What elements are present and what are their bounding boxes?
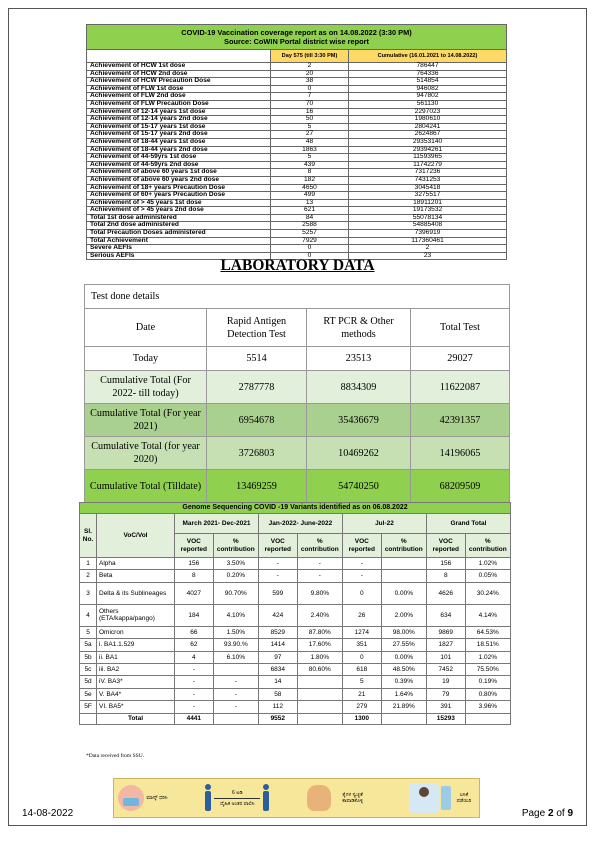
- cumulative-value: 3275517: [349, 192, 507, 200]
- coverage-label: Achievement of 12-14 years 2nd dose: [87, 116, 271, 124]
- variant-value: -: [175, 676, 214, 688]
- variant-value: 599: [258, 582, 297, 604]
- variant-value: 18.51%: [465, 639, 510, 651]
- day-value: 84: [271, 214, 349, 222]
- table-row: [85, 371, 510, 404]
- variant-value: 156: [175, 558, 214, 570]
- lab-caption: Test done details: [85, 285, 510, 309]
- variant-value: 21: [342, 688, 381, 700]
- variant-value: 6.10%: [213, 651, 258, 663]
- variant-value: 26: [342, 604, 381, 626]
- variant-value: 0.00%: [381, 582, 426, 604]
- coverage-label: Achievement of 18+ years Precaution Dose: [87, 184, 271, 192]
- variant-value: 1.50%: [213, 626, 258, 638]
- day-value: 27: [271, 131, 349, 139]
- day-value: 0: [271, 245, 349, 253]
- distance-text: ದೈಹಿಕ ಅಂತರ ಪಾಲಿಸಿ: [220, 800, 255, 807]
- lab-value: 13469259: [207, 470, 307, 503]
- coverage-label: Achievement of above 60 years 2nd dose: [87, 176, 271, 184]
- variant-value: -: [175, 688, 214, 700]
- variant-name: V. BA4*: [97, 688, 175, 700]
- cumulative-value: 947802: [349, 93, 507, 101]
- lab-value: 6954678: [207, 404, 307, 437]
- coverage-label: Total 2nd dose administered: [87, 222, 271, 230]
- variant-name: Others (ETA/kappa/pango): [97, 604, 175, 626]
- distance-panel: [204, 784, 270, 812]
- sl-no: 5c: [80, 663, 97, 675]
- variant-value: 87.80%: [297, 626, 342, 638]
- empty-cell: [80, 713, 97, 724]
- coverage-label: Achievement of 60+ years Precaution Dose: [87, 192, 271, 200]
- lab-header-date: Date: [85, 309, 207, 347]
- variant-name: Alpha: [97, 558, 175, 570]
- table-row: [85, 470, 510, 503]
- cumulative-value: 2624867: [349, 131, 507, 139]
- day-value: 16: [271, 108, 349, 116]
- voc-reported-header: VOC reported: [426, 534, 465, 558]
- sanitizer-icon: [441, 786, 451, 810]
- coverage-label: Achievement of > 45 years 2nd dose: [87, 207, 271, 215]
- day-value: 7929: [271, 237, 349, 245]
- vaccination-icon: [409, 783, 439, 813]
- variant-value: 0.20%: [213, 570, 258, 582]
- coverage-label: Achievement of FLW 1st dose: [87, 85, 271, 93]
- page-number: Page 2 of 9: [521, 808, 573, 819]
- sl-no: 5: [80, 626, 97, 638]
- total-row: [80, 713, 511, 724]
- variant-value: 4.14%: [465, 604, 510, 626]
- sl-no: 1: [80, 558, 97, 570]
- vaccine-text: ಲಸಿಕೆ ಪಡೆಯಿರಿ: [456, 792, 472, 804]
- cumulative-value: 19173532: [349, 207, 507, 215]
- cumulative-value: 7431253: [349, 176, 507, 184]
- day-value: 38: [271, 78, 349, 86]
- vaccination-table-title: COVID-19 Vaccination coverage report as on 14.08.2022 (3:30 PM) Source: CoWIN Portal district wise report: [87, 25, 507, 50]
- day-value: 4650: [271, 184, 349, 192]
- table-row: [80, 688, 511, 700]
- table-row: [80, 663, 511, 675]
- lab-header-rtpcr: RT PCR & Other methods: [307, 309, 411, 347]
- lab-value: 5514: [207, 347, 307, 371]
- lab-value: 23513: [307, 347, 411, 371]
- variant-value: 8: [175, 570, 214, 582]
- variant-value: 1.02%: [465, 558, 510, 570]
- variant-value: 1.02%: [465, 651, 510, 663]
- variant-value: 17.60%: [297, 639, 342, 651]
- footer-date: 14-08-2022: [22, 808, 74, 819]
- coverage-label: Achievement of 18-44 years 1st dose: [87, 138, 271, 146]
- total-value: [381, 713, 426, 724]
- variant-value: 2.40%: [297, 604, 342, 626]
- variant-value: 30.24%: [465, 582, 510, 604]
- period-header: Jan-2022- June-2022: [258, 514, 342, 534]
- table-row: [80, 582, 511, 604]
- variant-value: 98.00%: [381, 626, 426, 638]
- cumulative-value: 11742279: [349, 161, 507, 169]
- sl-no: 5b: [80, 651, 97, 663]
- lab-header-total: Total Test: [411, 309, 510, 347]
- variant-value: 156: [426, 558, 465, 570]
- cumulative-value: 55078134: [349, 214, 507, 222]
- table-row: [80, 570, 511, 582]
- cumulative-value: 29394261: [349, 146, 507, 154]
- variant-value: 0: [342, 651, 381, 663]
- variant-value: 1.80%: [297, 651, 342, 663]
- table-row: [80, 639, 511, 651]
- cumulative-value: 764336: [349, 70, 507, 78]
- variant-value: 19: [426, 676, 465, 688]
- variant-value: 3.50%: [213, 558, 258, 570]
- coverage-label: Total 1st dose administered: [87, 214, 271, 222]
- variant-value: [381, 558, 426, 570]
- variant-value: -: [175, 701, 214, 713]
- pct-contribution-header: % contribution: [297, 534, 342, 558]
- variant-name: ii. BA1: [97, 651, 175, 663]
- variant-value: 80.60%: [297, 663, 342, 675]
- coverage-label: Achievement of HCW 1st dose: [87, 63, 271, 71]
- day-value: 182: [271, 176, 349, 184]
- variant-value: 0: [342, 582, 381, 604]
- cumulative-value: 29353140: [349, 138, 507, 146]
- lab-row-label: Cumulative Total (for year 2020): [85, 437, 207, 470]
- variant-value: 9.80%: [297, 582, 342, 604]
- cumulative-value: 18911201: [349, 199, 507, 207]
- variant-value: 93.90.%: [213, 639, 258, 651]
- variant-value: -: [213, 701, 258, 713]
- variant-value: -: [258, 570, 297, 582]
- day-value: 8: [271, 169, 349, 177]
- sl-no: 3: [80, 582, 97, 604]
- table-row: [87, 237, 507, 245]
- day-value: 50: [271, 116, 349, 124]
- day-value: 0: [271, 252, 349, 260]
- genome-table-title: Genome Sequencing COVID -19 Variants identified as on 06.08.2022: [80, 503, 511, 514]
- variant-value: 351: [342, 639, 381, 651]
- table-row: [80, 626, 511, 638]
- variant-value: 1274: [342, 626, 381, 638]
- table-row: [87, 138, 507, 146]
- day-value: 439: [271, 161, 349, 169]
- variant-value: 6834: [258, 663, 297, 675]
- person-icon: [262, 784, 270, 812]
- sl-no-header: Sl. No.: [80, 514, 97, 558]
- sl-no: 5a: [80, 639, 97, 651]
- table-row: [87, 176, 507, 184]
- variant-value: 4626: [426, 582, 465, 604]
- variant-value: 14: [258, 676, 297, 688]
- variant-value: -: [258, 558, 297, 570]
- cumulative-value: 946082: [349, 85, 507, 93]
- laboratory-data-title: LABORATORY DATA: [220, 257, 375, 274]
- total-value: [213, 713, 258, 724]
- day-value: 5257: [271, 230, 349, 238]
- lab-value: 29027: [411, 347, 510, 371]
- variant-value: 184: [175, 604, 214, 626]
- variant-value: -: [175, 663, 214, 675]
- variant-value: 7452: [426, 663, 465, 675]
- table-row: [85, 437, 510, 470]
- table-row: [80, 676, 511, 688]
- variant-value: 279: [342, 701, 381, 713]
- person-icon: [204, 784, 212, 812]
- variant-value: 0.80%: [465, 688, 510, 700]
- cumulative-value: 786447: [349, 63, 507, 71]
- variant-value: 1414: [258, 639, 297, 651]
- total-value: [297, 713, 342, 724]
- cumulative-value: 2297023: [349, 108, 507, 116]
- variant-value: [297, 688, 342, 700]
- coverage-label: Severe AEFIs: [87, 245, 271, 253]
- coverage-label: Total Achievement: [87, 237, 271, 245]
- variant-value: 101: [426, 651, 465, 663]
- variant-value: 21.89%: [381, 701, 426, 713]
- coverage-label: Achievement of 15-17 years 1st dose: [87, 123, 271, 131]
- variant-value: 1.64%: [381, 688, 426, 700]
- handwash-panel: [307, 785, 373, 811]
- cumulative-value: 54885408: [349, 222, 507, 230]
- pct-contribution-header: % contribution: [213, 534, 258, 558]
- day-value: 0: [271, 85, 349, 93]
- cumulative-value: 1980610: [349, 116, 507, 124]
- variant-value: 391: [426, 701, 465, 713]
- variant-value: [213, 663, 258, 675]
- variant-value: 4.10%: [213, 604, 258, 626]
- table-row: [85, 404, 510, 437]
- variant-name: i. BA1.1.529: [97, 639, 175, 651]
- day-column-header: Day 575 (till 3:30 PM): [271, 50, 349, 63]
- variant-value: 112: [258, 701, 297, 713]
- coverage-label: Achievement of HCW 2nd dose: [87, 70, 271, 78]
- distance-arrow-icon: [214, 798, 260, 799]
- total-label: Total: [97, 713, 175, 724]
- day-value: 48: [271, 138, 349, 146]
- variant-name: VI. BA5*: [97, 701, 175, 713]
- cumulative-value: 2: [349, 245, 507, 253]
- coverage-label: Achievement of 44-59yrs 2nd dose: [87, 161, 271, 169]
- covid-appropriate-behaviour-banner: [113, 778, 480, 818]
- variant-value: 48.50%: [381, 663, 426, 675]
- variant-name: Delta & its Sublineages: [97, 582, 175, 604]
- coverage-label: Achievement of FLW Precaution Dose: [87, 100, 271, 108]
- sl-no: 5F: [80, 701, 97, 713]
- data-source-note: *Data received from SSU.: [86, 753, 145, 759]
- day-value: 499: [271, 192, 349, 200]
- sl-no: 5d: [80, 676, 97, 688]
- variant-value: 618: [342, 663, 381, 675]
- coverage-label: Achievement of 12-14 years 1st dose: [87, 108, 271, 116]
- laboratory-data-table: [84, 284, 510, 523]
- day-value: 13: [271, 199, 349, 207]
- coverage-label: Achievement of HCW Precaution Dose: [87, 78, 271, 86]
- variant-value: 0.00%: [381, 651, 426, 663]
- coverage-label: Achievement of 44-59yrs 1st dose: [87, 154, 271, 162]
- variant-value: 27.55%: [381, 639, 426, 651]
- variant-value: -: [297, 570, 342, 582]
- handwash-icon: [307, 785, 331, 811]
- lab-value: 2787778: [207, 371, 307, 404]
- variant-value: 0.39%: [381, 676, 426, 688]
- variant-value: [297, 701, 342, 713]
- table-row: [85, 347, 510, 371]
- cumulative-value: 11593965: [349, 154, 507, 162]
- sl-no: 5e: [80, 688, 97, 700]
- period-header: Grand Total: [426, 514, 510, 534]
- variant-value: 5: [342, 676, 381, 688]
- table-row: [87, 100, 507, 108]
- table-row: [80, 701, 511, 713]
- coverage-label: Achievement of above 60 years 1st dose: [87, 169, 271, 177]
- variant-value: -: [213, 676, 258, 688]
- total-value: 4441: [175, 713, 214, 724]
- day-value: 1863: [271, 146, 349, 154]
- variant-value: 0.05%: [465, 570, 510, 582]
- variant-value: 8: [426, 570, 465, 582]
- day-value: 20: [271, 70, 349, 78]
- day-value: 2: [271, 63, 349, 71]
- variant-value: 2.00%: [381, 604, 426, 626]
- lab-value: 11622087: [411, 371, 510, 404]
- variant-name: Omicron: [97, 626, 175, 638]
- voc-reported-header: VOC reported: [258, 534, 297, 558]
- lab-row-label: Cumulative Total (For year 2021): [85, 404, 207, 437]
- variant-value: -: [213, 688, 258, 700]
- pct-contribution-header: % contribution: [465, 534, 510, 558]
- variant-value: 424: [258, 604, 297, 626]
- variant-value: 64.53%: [465, 626, 510, 638]
- variant-value: 9869: [426, 626, 465, 638]
- variant-value: -: [342, 570, 381, 582]
- lab-value: 8834309: [307, 371, 411, 404]
- variant-value: [381, 570, 426, 582]
- cumulative-value: 514854: [349, 78, 507, 86]
- lab-value: 14196065: [411, 437, 510, 470]
- table-row: [80, 558, 511, 570]
- mask-icon: [118, 785, 144, 811]
- day-value: 621: [271, 207, 349, 215]
- variant-value: 75.50%: [465, 663, 510, 675]
- table-row: [80, 604, 511, 626]
- mask-text: ಮಾಸ್ಕ್ ಧರಿಸಿ: [146, 795, 168, 801]
- variant-value: 634: [426, 604, 465, 626]
- lab-value: 3726803: [207, 437, 307, 470]
- lab-value: 54740250: [307, 470, 411, 503]
- variant-value: 66: [175, 626, 214, 638]
- pct-contribution-header: % contribution: [381, 534, 426, 558]
- day-value: 2588: [271, 222, 349, 230]
- total-value: 15293: [426, 713, 465, 724]
- coverage-label: Achievement of FLW 2nd dose: [87, 93, 271, 101]
- cumulative-value: 2804241: [349, 123, 507, 131]
- voc-reported-header: VOC reported: [342, 534, 381, 558]
- coverage-label: Achievement of 18-44 years 2nd dose: [87, 146, 271, 154]
- lab-value: 68209509: [411, 470, 510, 503]
- lab-row-label: Cumulative Total (For 2022- till today): [85, 371, 207, 404]
- variant-value: [297, 676, 342, 688]
- variant-value: -: [297, 558, 342, 570]
- variant-value: 79: [426, 688, 465, 700]
- cumulative-value: 117360461: [349, 237, 507, 245]
- mask-panel: [118, 785, 168, 811]
- variant-value: -: [342, 558, 381, 570]
- coverage-label: Serious AEFIs: [87, 252, 271, 260]
- cumulative-value: 3045418: [349, 184, 507, 192]
- cumulative-value: 7396919: [349, 230, 507, 238]
- variant-name: iii. BA2: [97, 663, 175, 675]
- lab-header-rapid-antigen: Rapid Antigen Detection Test: [207, 309, 307, 347]
- table-row: [80, 651, 511, 663]
- total-value: 1300: [342, 713, 381, 724]
- table-row: [87, 245, 507, 253]
- voc-reported-header: VOC reported: [175, 534, 214, 558]
- lab-value: 35436679: [307, 404, 411, 437]
- coverage-label: Achievement of 15-17 years 2nd dose: [87, 131, 271, 139]
- variant-name: Beta: [97, 570, 175, 582]
- cumulative-column-header: Cumulative (16.01.2021 to 14.08.2022): [349, 50, 507, 63]
- lab-row-label: Cumulative Total (Tilldate): [85, 470, 207, 503]
- day-value: 5: [271, 123, 349, 131]
- variant-value: 97: [258, 651, 297, 663]
- distance-label: 6 ಅಡಿ: [232, 789, 243, 796]
- variant-value: 90.70%: [213, 582, 258, 604]
- lab-row-label: Today: [85, 347, 207, 371]
- total-value: [465, 713, 510, 724]
- cumulative-value: 23: [349, 252, 507, 260]
- variant-value: 3.96%: [465, 701, 510, 713]
- vaccine-panel: [409, 783, 475, 813]
- variant-value: 1827: [426, 639, 465, 651]
- day-value: 70: [271, 100, 349, 108]
- cumulative-value: 561130: [349, 100, 507, 108]
- sl-no: 4: [80, 604, 97, 626]
- variant-value: 4027: [175, 582, 214, 604]
- period-header: March 2021- Dec-2021: [175, 514, 259, 534]
- vaccination-coverage-table: [86, 24, 507, 260]
- genome-sequencing-table: [79, 502, 511, 725]
- table-row: [87, 63, 507, 71]
- lab-value: 42391357: [411, 404, 510, 437]
- total-value: 9552: [258, 713, 297, 724]
- coverage-label: Achievement of > 45 years 1st dose: [87, 199, 271, 207]
- variant-value: 0.19%: [465, 676, 510, 688]
- sl-no: 2: [80, 570, 97, 582]
- variant-value: 58: [258, 688, 297, 700]
- variant-value: 8529: [258, 626, 297, 638]
- handwash-text: ಕೈಗಳ ಸ್ವಚ್ಛತೆ ಕಾಪಾಡಿಕೊಳ್ಳಿ: [342, 792, 364, 804]
- day-value: 5: [271, 154, 349, 162]
- lab-value: 10469262: [307, 437, 411, 470]
- cumulative-value: 7317236: [349, 169, 507, 177]
- variant-value: 4: [175, 651, 214, 663]
- coverage-label: Total Precaution Doses administered: [87, 230, 271, 238]
- voc-header: VoC/VoI: [97, 514, 175, 558]
- variant-value: 62: [175, 639, 214, 651]
- day-value: 7: [271, 93, 349, 101]
- variant-name: iV. BA3*: [97, 676, 175, 688]
- period-header: Jul-22: [342, 514, 426, 534]
